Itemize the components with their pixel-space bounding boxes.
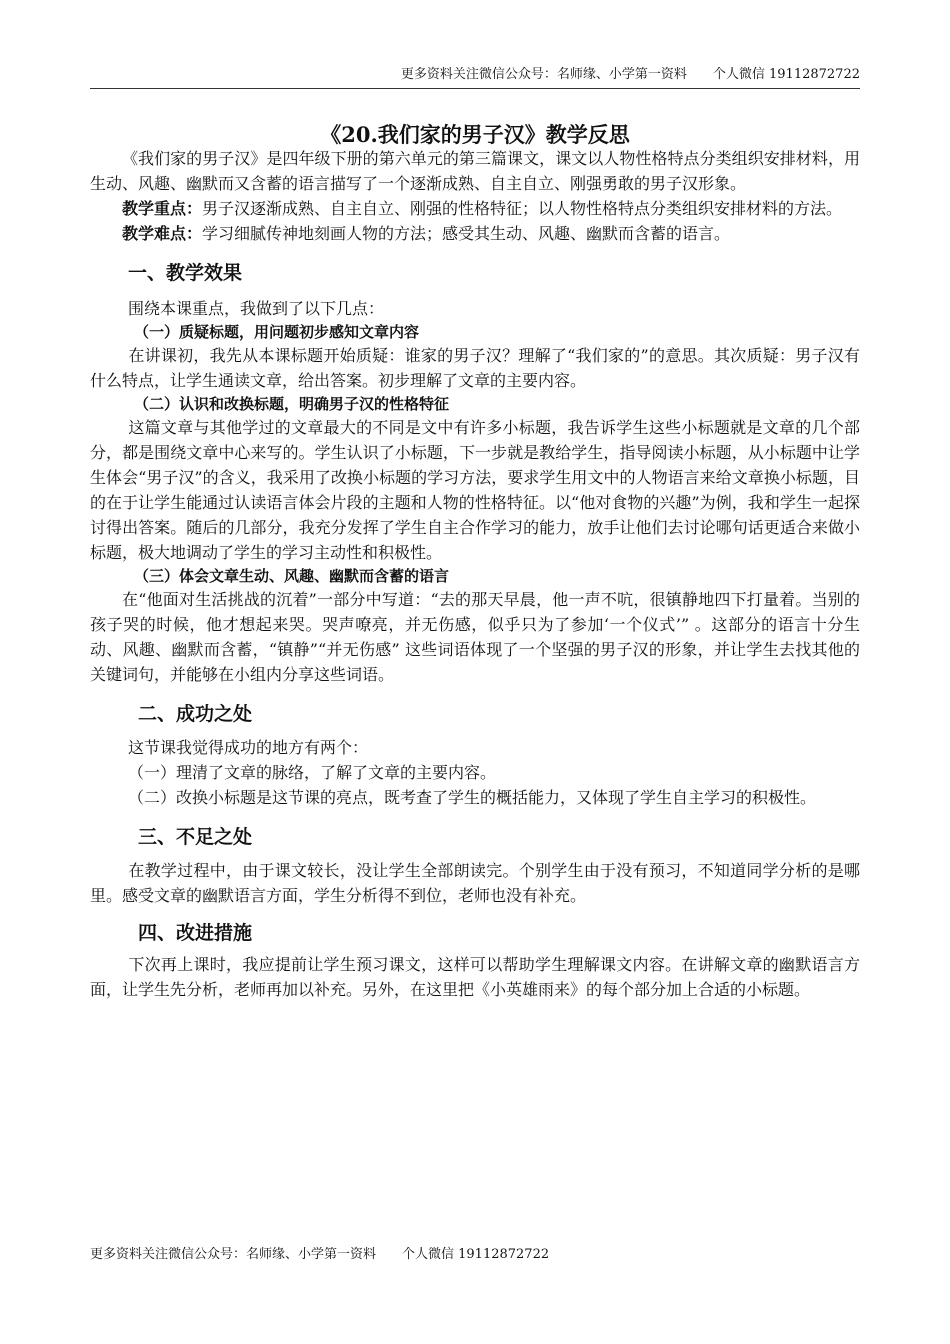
page-footer: 更多资料关注微信公众号：名师缘、小学第一资料 个人微信 19112872722 [90, 1247, 550, 1262]
subsection1-text: 在讲课初，我先从本课标题开始质疑：谁家的男子汉？理解了“我们家的”的意思。其次质疑：男子汉有什么特点，让学生通读文章，给出答案。初步理解了文章的主要内容。 [90, 346, 860, 390]
subsection2-text: 这篇文章与其他学过的文章最大的不同是文中有许多小标题，我告诉学生这些小标题就是文章的几个部分，都是围绕文章中心来写的。学生认识了小标题，下一步就是教给学生，指导阅读小标题，从小标题中让学生体会“男子汉”的含义，我采用了改换小标题的学习方法，要求学生用文中的人物语言来给文章换小标题，目的在于让学生能通过认读语言体会片段的主题和人物的性格特征。以“他对食物的兴趣”为例，我和学生一起探讨得出答案。随后的几部分，我充分发挥了学生自主合作学习的能力，放手让他们去讨论哪句话更适合来做小标题，极大地调动了学生的学习主动性和积极性。 [90, 418, 860, 562]
section-heading-shortcoming: 三、不足之处 [138, 826, 253, 848]
key-point-text: 男子汉逐渐成熟、自主自立、刚强的性格特征；以人物性格特点分类组织安排材料的方法。 [202, 199, 843, 218]
success-item-1: （一）理清了文章的脉络，了解了文章的主要内容。 [128, 763, 497, 782]
subsection3-text: 在“他面对生活挑战的沉着”一部分中写道：“去的那天早晨，他一声不吭，很镇静地四下打量着。当别的孩子哭的时候，他才想起来哭。哭声嘹亮，并无伤感，似乎只为了参加‘一个仪式’” 。这部分的语言十分生动、风趣、幽默而含蓄，“镇静”“并无伤感” 这些词语体现了一个坚强的男子汉的形象，并让学生去找其他的关键词句，并能够在小组内分享这些词语。 [90, 590, 860, 684]
difficulty-label: 教学难点： [122, 224, 203, 243]
subheading-change-title: （二）认识和改换标题，明确男子汉的性格特征 [134, 395, 450, 413]
section2-lead: 这节课我觉得成功的地方有两个： [128, 738, 369, 757]
key-point-paragraph [90, 196, 860, 221]
page-title: 《20.我们家的男子汉》教学反思 [320, 122, 630, 148]
section1-lead: 围绕本课重点，我做到了以下几点： [128, 299, 385, 318]
page-header: 更多资料关注微信公众号：名师缘、小学第一资料 个人微信 19112872722 [400, 67, 860, 82]
document-body [90, 146, 860, 1002]
subheading-language: （三）体会文章生动、风趣、幽默而含蓄的语言 [134, 567, 450, 585]
success-item-2: （二）改换小标题是这节课的亮点，既考查了学生的概括能力，又体现了学生自主学习的积极性。 [128, 788, 817, 807]
section4-text: 下次再上课时，我应提前让学生预习课文，这样可以帮助学生理解课文内容。在讲解文章的幽默语言方面，让学生先分析，老师再加以补充。另外，在这里把《小英雄雨来》的每个部分加上合适的小标题。 [90, 955, 860, 999]
header-divider [90, 88, 860, 89]
key-point-label: 教学重点： [122, 199, 203, 218]
section-heading-improvement: 四、改进措施 [138, 922, 253, 944]
section-heading-effect: 一、教学效果 [128, 262, 243, 284]
difficulty-paragraph [90, 221, 860, 246]
difficulty-text: 学习细腻传神地刻画人物的方法；感受其生动、风趣、幽默而含蓄的语言。 [202, 224, 731, 243]
section3-text: 在教学过程中，由于课文较长，没让学生全部朗读完。个别学生由于没有预习，不知道同学分析的是哪里。感受文章的幽默语言方面，学生分析得不到位，老师也没有补充。 [90, 861, 860, 905]
subheading-question-title: （一）质疑标题，用问题初步感知文章内容 [134, 323, 420, 341]
intro-paragraph: 《我们家的男子汉》是四年级下册的第六单元的第三篇课文，课文以人物性格特点分类组织安排材料，用生动、风趣、幽默而又含蓄的语言描写了一个逐渐成熟、自主自立、刚强勇敢的男子汉形象。 [90, 149, 860, 193]
section-heading-success: 二、成功之处 [138, 703, 253, 725]
